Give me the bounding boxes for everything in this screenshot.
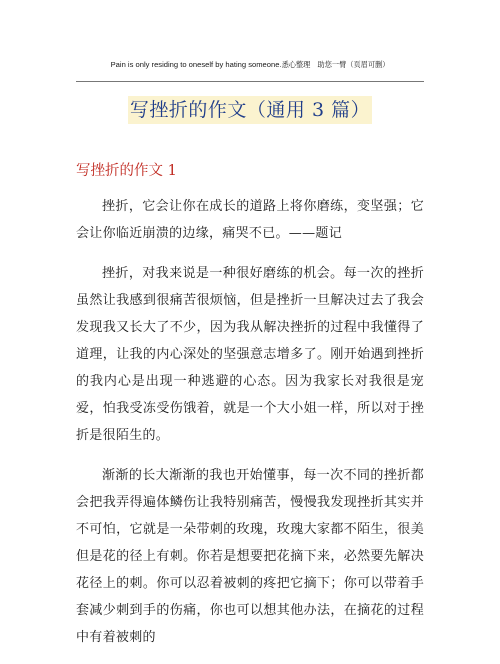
section-heading: 写挫折的作文 1 bbox=[76, 163, 177, 179]
page-header bbox=[76, 60, 424, 70]
header-divider bbox=[76, 81, 424, 82]
paragraph-2: 挫折，对我来说是一种很好磨练的机会。每一次的挫折虽然让我感到很痛苦很烦恼，但是挫折一旦解决过去了我会发现我又长大了不少，因为我从解决挫折的过程中我懂得了道理，让我的内心深处的坚强意志增多了。刚开始遇到挫折的我内心是出现一种逃避的心态。因为我家长对我很是宠爱，怕我受冻受伤饿着，就是一个大小姐一样，所以对于挫折是很陌生的。 bbox=[76, 266, 424, 443]
document-title: 写挫折的作文（通用 3 篇） bbox=[128, 96, 372, 124]
paragraph-3: 渐渐的长大渐渐的我也开始懂事，每一次不同的挫折都会把我弄得遍体鳞伤让我特别痛苦，慢慢我发现挫折其实并不可怕，它就是一朵带刺的玫瑰，玫瑰大家都不陌生，很美但是花的径上有刺。你若是想要把花摘下来，必然要先解决花径上的刺。你可以忍着被刺的疼把它摘下；你可以带着手套减少刺到手的伤痛，你也可以想其他办法，在摘花的过程中有着被刺的 bbox=[76, 468, 424, 645]
title-container bbox=[0, 96, 500, 124]
document-body bbox=[76, 193, 424, 664]
header-quote: Pain is only residing to oneself by hating someone. bbox=[110, 60, 282, 69]
header-note: 悉心整理 助您一臂（页眉可删） bbox=[281, 60, 390, 69]
paragraph-1: 挫折，它会让你在成长的道路上将你磨练，变坚强；它会让你临近崩溃的边缘，痛哭不已。——题记 bbox=[76, 199, 424, 241]
